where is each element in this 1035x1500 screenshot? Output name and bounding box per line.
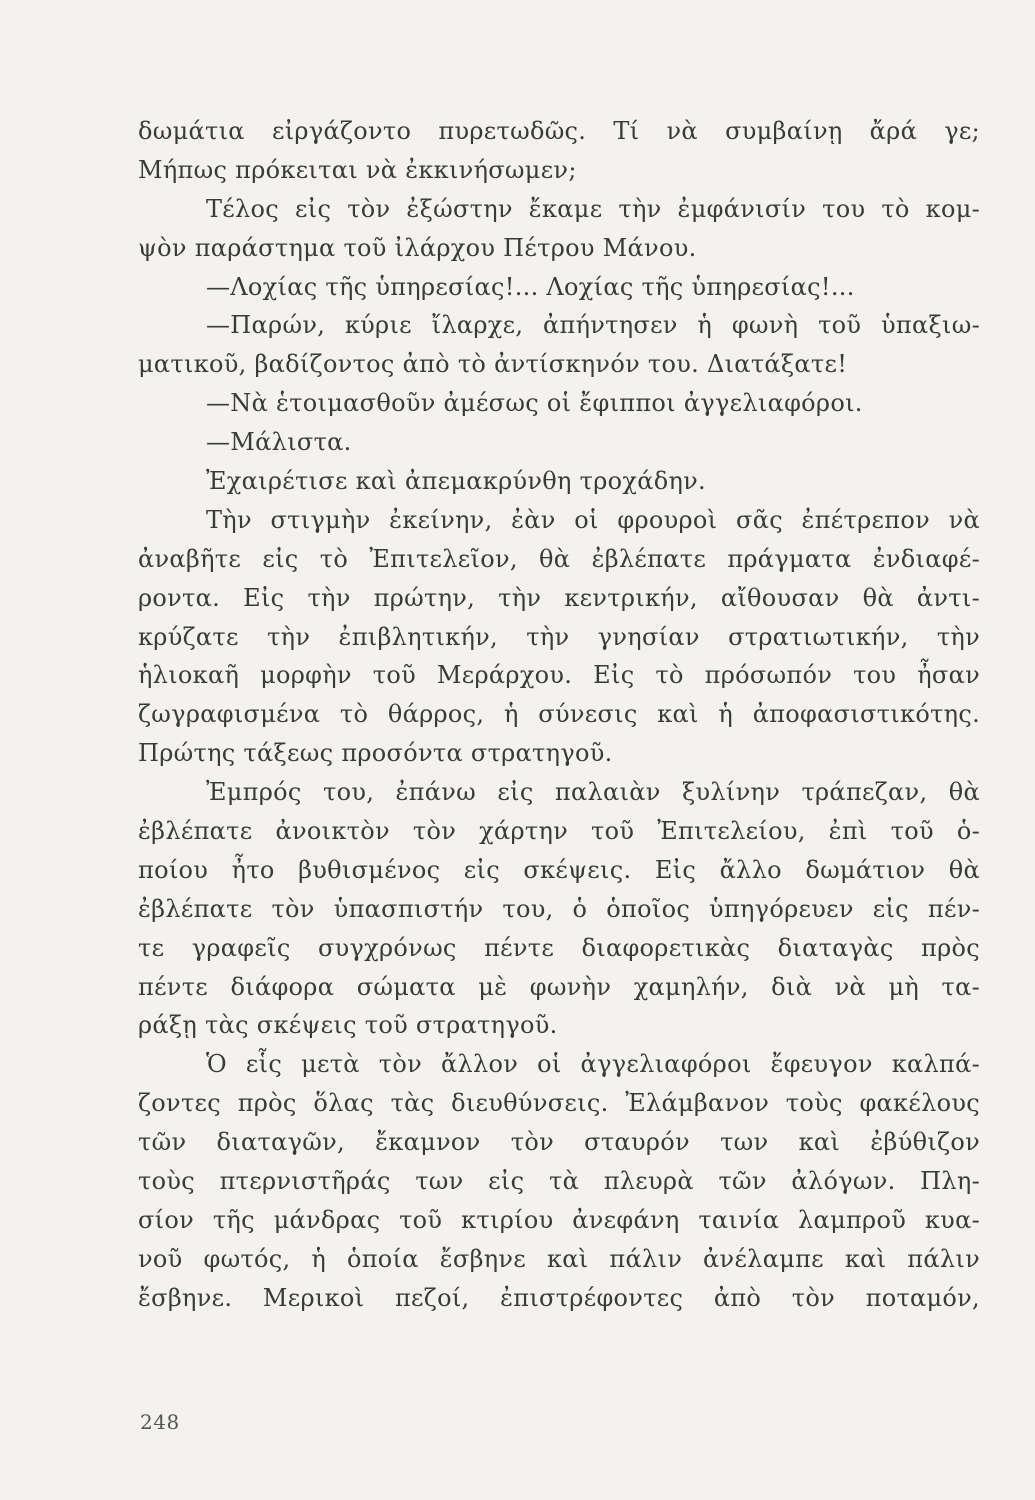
text-line: ψὸν παράστημα τοῦ ἰλάρχου Πέτρου Μάνου.	[138, 233, 697, 262]
text-line: ἔσβηνε. Μερικοὶ πεζοί, ἐπιστρέφοντες ἀπὸ τὸν ποταμόν,	[138, 1283, 980, 1312]
body-text	[138, 112, 980, 1318]
text-line: κρύζατε τὴν ἐπιβλητικήν, τὴν γνησίαν στρατιωτικήν, τὴν	[138, 622, 980, 651]
text-line: ἡλιοκαῆ μορφὴν τοῦ Μεράρχου. Εἰς τὸ πρόσωπόν του ἦσαν	[138, 661, 980, 690]
page-number: 248	[140, 1410, 180, 1434]
text-line: ζοντες πρὸς ὅλας τὰς διευθύνσεις. Ἐλάμβανον τοὺς φακέλους	[138, 1089, 980, 1118]
text-line: τῶν διαταγῶν, ἔκαμνον τὸν σταυρόν των καὶ ἐβύθιζον	[138, 1128, 980, 1157]
text-line: —Λοχίας τῆς ὑπηρεσίας!... Λοχίας τῆς ὑπηρεσίας!...	[206, 272, 855, 301]
text-line: ματικοῦ, βαδίζοντος ἀπὸ τὸ ἀντίσκηνόν του. Διατάξατε!	[138, 350, 848, 379]
text-line: ποίου ἦτο βυθισμένος εἰς σκέψεις. Εἰς ἄλλο δωμάτιον θὰ	[138, 855, 980, 884]
text-line: Ἐχαιρέτισε καὶ ἀπεμακρύνθη τροχάδην.	[206, 467, 706, 496]
text-line: δωμάτια εἰργάζοντο πυρετωδῶς. Τί νὰ συμβαίνῃ ἄρά γε;	[138, 117, 980, 145]
text-line: —Μάλιστα.	[206, 428, 352, 457]
text-line: ἐβλέπατε ἀνοικτὸν τὸν χάρτην τοῦ Ἐπιτελείου, ἐπὶ τοῦ ὁ-	[138, 817, 980, 846]
text-line: ζωγραφισμένα τὸ θάρρος, ἡ σύνεσις καὶ ἡ ἀποφασιστικότης.	[138, 700, 980, 729]
text-line: ἀναβῆτε εἰς τὸ Ἐπιτελεῖον, θὰ ἐβλέπατε πράγματα ἐνδιαφέ-	[138, 544, 980, 573]
text-line: Τέλος εἰς τὸν ἐξώστην ἔκαμε τὴν ἐμφάνισίν του τὸ κομ-	[206, 194, 980, 223]
text-line: —Νὰ ἑτοιμασθοῦν ἀμέσως οἱ ἔφιπποι ἀγγελιαφόροι.	[206, 389, 863, 418]
text-line: Ὁ εἷς μετὰ τὸν ἄλλον οἱ ἀγγελιαφόροι ἔφευγον καλπά-	[206, 1050, 980, 1079]
text-line: Πρώτης τάξεως προσόντα στρατηγοῦ.	[138, 739, 613, 768]
text-line: Μήπως πρόκειται νὰ ἐκκινήσωμεν;	[138, 155, 577, 184]
text-line: Τὴν στιγμὴν ἐκείνην, ἐὰν οἱ φρουροὶ σᾶς ἐπέτρεπον νὰ	[206, 505, 980, 534]
text-line: ροντα. Εἰς τὴν πρώτην, τὴν κεντρικήν, αἴθουσαν θὰ ἀντι-	[138, 583, 980, 612]
text-line: Ἐμπρός του, ἐπάνω εἰς παλαιὰν ξυλίνην τράπεζαν, θὰ	[206, 778, 980, 807]
text-line: τε γραφεῖς συγχρόνως πέντε διαφορετικὰς διαταγὰς πρὸς	[138, 933, 980, 962]
text-line: ἐβλέπατε τὸν ὑπασπιστήν του, ὁ ὁποῖος ὑπηγόρευεν εἰς πέν-	[138, 894, 980, 923]
text-line: τοὺς πτερνιστῆράς των εἰς τὰ πλευρὰ τῶν ἀλόγων. Πλη-	[138, 1167, 980, 1196]
text-line: νοῦ φωτός, ἡ ὁποία ἔσβηνε καὶ πάλιν ἀνέλαμπε καὶ πάλιν	[138, 1244, 980, 1273]
text-line: —Παρών, κύριε ἴλαρχε, ἀπήντησεν ἡ φωνὴ τοῦ ὑπαξιω-	[206, 311, 980, 340]
text-line: σίον τῆς μάνδρας τοῦ κτιρίου ἀνεφάνη ταινία λαμπροῦ κυα-	[138, 1205, 980, 1234]
text-line: ράξῃ τὰς σκέψεις τοῦ στρατηγοῦ.	[138, 1011, 558, 1040]
text-line: πέντε διάφορα σώματα μὲ φωνὴν χαμηλήν, διὰ νὰ μὴ τα-	[138, 972, 980, 1001]
